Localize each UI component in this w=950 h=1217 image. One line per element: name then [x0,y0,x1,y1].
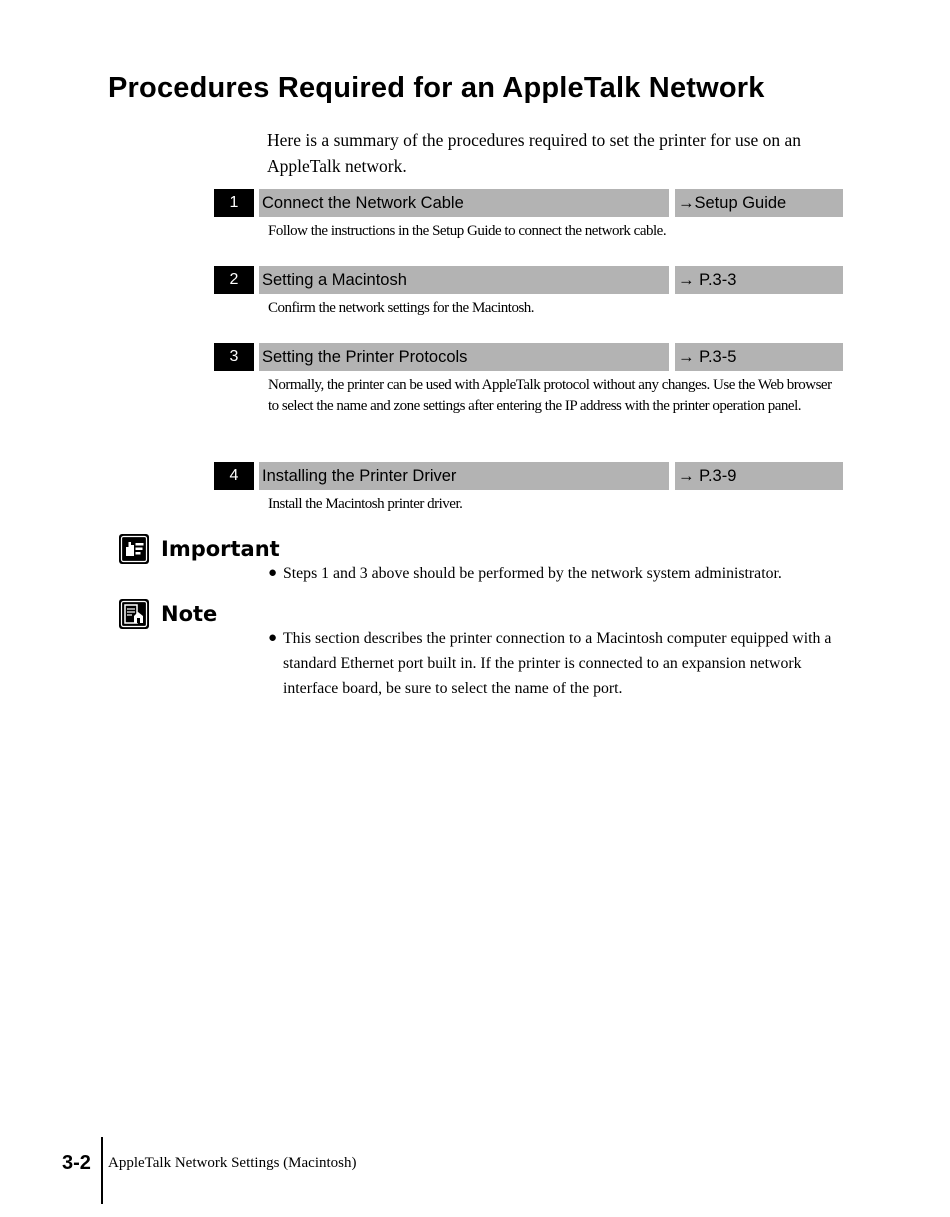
step-header [214,189,843,217]
step-2 [214,266,843,319]
intro-paragraph: Here is a summary of the procedures required to set the printer for use on an AppleTalk network. [267,130,802,176]
important-text: Steps 1 and 3 above should be performed by the network system administrator. [283,565,782,582]
step-reference: →Setup Guide [675,189,843,217]
note-bullet [268,626,833,701]
footer-section-title: AppleTalk Network Settings (Macintosh) [108,1155,357,1171]
step-title: Setting the Printer Protocols [259,343,669,371]
step-number: 2 [214,266,254,294]
step-header [214,462,843,490]
step-reference: → P.3-9 [675,462,843,490]
step-description: Install the Macintosh printer driver. [268,496,463,512]
step-number: 1 [214,189,254,217]
step-1 [214,189,843,242]
page-title: Procedures Required for an AppleTalk Network [108,72,765,104]
step-reference: → P.3-3 [675,266,843,294]
important-label: Important [161,537,280,561]
step-number: 4 [214,462,254,490]
step-description: Follow the instructions in the Setup Guide to connect the network cable. [268,223,667,239]
step-reference: → P.3-5 [675,343,843,371]
step-title: Connect the Network Cable [259,189,669,217]
bullet-icon: ● [268,630,278,646]
important-bullet [268,561,833,586]
note-text: This section describes the printer connection to a Macintosh computer equipped with a standard Ethernet port built in. If the printer is connected to an expansion network interface board, be sure to select the name of the port. [283,630,832,697]
page-number: 3-2 [62,1152,91,1174]
step-3 [214,343,843,417]
note-icon [119,599,149,629]
step-description: Normally, the printer can be used with AppleTalk protocol without any changes. Use the Web browser to select the name and zone settings after entering the IP address with the printer operation panel. [268,377,832,414]
step-header [214,343,843,371]
footer-divider [101,1137,103,1204]
note-label: Note [161,602,218,626]
step-title: Installing the Printer Driver [259,462,669,490]
step-title: Setting a Macintosh [259,266,669,294]
important-icon [119,534,149,564]
step-header [214,266,843,294]
step-description: Confirm the network settings for the Macintosh. [268,300,535,316]
step-number: 3 [214,343,254,371]
step-4 [214,462,843,515]
bullet-icon: ● [268,565,278,581]
